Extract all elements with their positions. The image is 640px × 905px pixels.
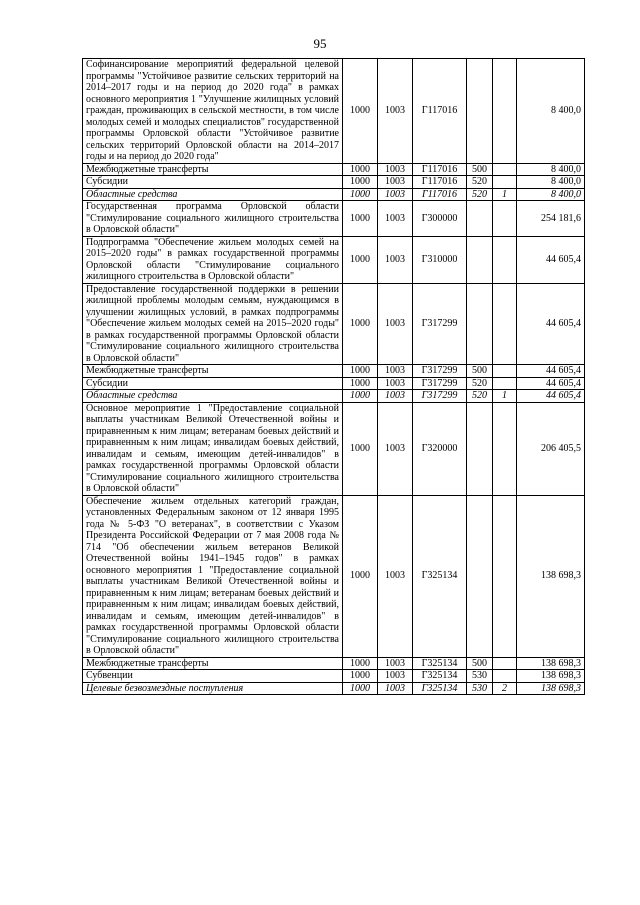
row-description: Областные средства	[83, 390, 343, 403]
section-code: 1000	[343, 402, 378, 495]
target-article-code: Г310000	[413, 236, 467, 283]
table-row	[83, 402, 585, 495]
row-description: Областные средства	[83, 188, 343, 201]
target-article-code: Г117016	[413, 188, 467, 201]
row-description: Межбюджетные трансферты	[83, 657, 343, 670]
target-article-code: Г117016	[413, 59, 467, 164]
funding-source-code: 1	[493, 390, 517, 403]
row-description: Подпрограмма "Обеспечение жильем молодых семей на 2015–2020 годы" в рамках государственной программы Орловской области "Стимулирование социального жилищного строительства в Орловской области"	[83, 236, 343, 283]
section-code: 1000	[343, 236, 378, 283]
expense-type-code	[467, 402, 493, 495]
row-description: Обеспечение жильем отдельных категорий граждан, установленных Федеральным законом от 12 января 1995 года № 5-ФЗ "О ветеранах", в соответствии с Указом Президента Российской Федерации от 7 мая 2008 года № 714 "Об обеспечении жильем ветеранов Великой Отечественной войны 1941–1945 годов" в рамках основного мероприятия 1 "Предоставление социальной выплаты участникам Великой Отечественной войны и приравненным к ним лицам; ветеранам боевых действий и приравненным к ним лицам; инвалидам боевых действий, инвалидам и семьям, имеющим детей-инвалидов" в рамках государственной программы Орловской области "Стимулирование социального жилищного строительства в Орловской области"	[83, 495, 343, 657]
funding-source-code	[493, 176, 517, 189]
target-article-code: Г325134	[413, 682, 467, 695]
amount: 254 181,6	[517, 201, 585, 237]
section-code: 1000	[343, 283, 378, 365]
funding-source-code	[493, 495, 517, 657]
target-article-code: Г325134	[413, 495, 467, 657]
table-row	[83, 657, 585, 670]
row-description: Субсидии	[83, 377, 343, 390]
section-code: 1000	[343, 201, 378, 237]
subsection-code: 1003	[378, 657, 413, 670]
funding-source-code	[493, 402, 517, 495]
section-code: 1000	[343, 682, 378, 695]
expense-type-code: 500	[467, 657, 493, 670]
funding-source-code	[493, 163, 517, 176]
expense-type-code	[467, 201, 493, 237]
amount: 138 698,3	[517, 495, 585, 657]
funding-source-code	[493, 377, 517, 390]
funding-source-code	[493, 201, 517, 237]
subsection-code: 1003	[378, 402, 413, 495]
table-row	[83, 682, 585, 695]
funding-source-code: 2	[493, 682, 517, 695]
amount: 8 400,0	[517, 163, 585, 176]
budget-table	[82, 58, 585, 695]
subsection-code: 1003	[378, 670, 413, 683]
expense-type-code: 520	[467, 377, 493, 390]
amount: 44 605,4	[517, 283, 585, 365]
row-description: Межбюджетные трансферты	[83, 365, 343, 378]
table-row	[83, 188, 585, 201]
section-code: 1000	[343, 163, 378, 176]
amount: 8 400,0	[517, 176, 585, 189]
amount: 44 605,4	[517, 236, 585, 283]
expense-type-code: 520	[467, 188, 493, 201]
subsection-code: 1003	[378, 377, 413, 390]
table-row	[83, 59, 585, 164]
subsection-code: 1003	[378, 188, 413, 201]
table-row	[83, 670, 585, 683]
target-article-code: Г317299	[413, 377, 467, 390]
funding-source-code	[493, 670, 517, 683]
funding-source-code	[493, 236, 517, 283]
section-code: 1000	[343, 495, 378, 657]
expense-type-code: 530	[467, 682, 493, 695]
page-number: 95	[313, 36, 327, 51]
row-description: Софинансирование мероприятий федеральной целевой программы "Устойчивое развитие сельских территорий на 2014–2017 годы и на период до 2020 года" в рамках основного мероприятия 1 "Улучшение жилищных условий граждан, проживающих в сельской местности, в том числе молодых семей и молодых специалистов" государственной программы Орловской области "Устойчивое развитие сельских территорий Орловской области на 2014–2017 годы и на период до 2020 года"	[83, 59, 343, 164]
target-article-code: Г325134	[413, 657, 467, 670]
subsection-code: 1003	[378, 283, 413, 365]
target-article-code: Г300000	[413, 201, 467, 237]
table-row	[83, 163, 585, 176]
target-article-code: Г317299	[413, 390, 467, 403]
expense-type-code: 500	[467, 365, 493, 378]
target-article-code: Г117016	[413, 163, 467, 176]
target-article-code: Г117016	[413, 176, 467, 189]
section-code: 1000	[343, 377, 378, 390]
amount: 8 400,0	[517, 188, 585, 201]
row-description: Межбюджетные трансферты	[83, 163, 343, 176]
amount: 138 698,3	[517, 657, 585, 670]
table-body	[83, 59, 585, 695]
funding-source-code: 1	[493, 188, 517, 201]
section-code: 1000	[343, 657, 378, 670]
amount: 44 605,4	[517, 377, 585, 390]
section-code: 1000	[343, 188, 378, 201]
expense-type-code: 520	[467, 390, 493, 403]
expense-type-code	[467, 236, 493, 283]
subsection-code: 1003	[378, 201, 413, 237]
section-code: 1000	[343, 390, 378, 403]
row-description: Целевые безвозмездные поступления	[83, 682, 343, 695]
funding-source-code	[493, 657, 517, 670]
target-article-code: Г317299	[413, 283, 467, 365]
table-row	[83, 176, 585, 189]
expense-type-code	[467, 283, 493, 365]
row-description: Предоставление государственной поддержки в решении жилищной проблемы молодым семьям, нуждающимся в улучшении жилищных условий, в рамках подпрограммы "Обеспечение жильем молодых семей на 2015–2020 годы" в рамках государственной программы Орловской области "Стимулирование социального жилищного строительства в Орловской области"	[83, 283, 343, 365]
subsection-code: 1003	[378, 495, 413, 657]
section-code: 1000	[343, 59, 378, 164]
amount: 138 698,3	[517, 670, 585, 683]
section-code: 1000	[343, 365, 378, 378]
subsection-code: 1003	[378, 365, 413, 378]
subsection-code: 1003	[378, 176, 413, 189]
expense-type-code	[467, 495, 493, 657]
amount: 44 605,4	[517, 365, 585, 378]
expense-type-code: 520	[467, 176, 493, 189]
expense-type-code: 500	[467, 163, 493, 176]
subsection-code: 1003	[378, 236, 413, 283]
table-row	[83, 495, 585, 657]
amount: 44 605,4	[517, 390, 585, 403]
row-description: Субсидии	[83, 176, 343, 189]
row-description: Основное мероприятие 1 "Предоставление социальной выплаты участникам Великой Отечественной войны и приравненным к ним лицам; ветеранам боевых действий и приравненным к ним лицам; инвалидам боевых действий, инвалидам и семьям, имеющим детей-инвалидов" в рамках государственной программы Орловской области "Стимулирование социального жилищного строительства в Орловской области"	[83, 402, 343, 495]
target-article-code: Г325134	[413, 670, 467, 683]
section-code: 1000	[343, 176, 378, 189]
target-article-code: Г317299	[413, 365, 467, 378]
table-row	[83, 390, 585, 403]
subsection-code: 1003	[378, 390, 413, 403]
amount: 8 400,0	[517, 59, 585, 164]
funding-source-code	[493, 283, 517, 365]
table-row	[83, 283, 585, 365]
section-code: 1000	[343, 670, 378, 683]
table-row	[83, 201, 585, 237]
expense-type-code	[467, 59, 493, 164]
subsection-code: 1003	[378, 163, 413, 176]
subsection-code: 1003	[378, 59, 413, 164]
expense-type-code: 530	[467, 670, 493, 683]
amount: 138 698,3	[517, 682, 585, 695]
table-row	[83, 236, 585, 283]
funding-source-code	[493, 365, 517, 378]
target-article-code: Г320000	[413, 402, 467, 495]
row-description: Государственная программа Орловской области "Стимулирование социального жилищного строительства в Орловской области"	[83, 201, 343, 237]
subsection-code: 1003	[378, 682, 413, 695]
amount: 206 405,5	[517, 402, 585, 495]
funding-source-code	[493, 59, 517, 164]
table-row	[83, 377, 585, 390]
table-row	[83, 365, 585, 378]
row-description: Субвенции	[83, 670, 343, 683]
